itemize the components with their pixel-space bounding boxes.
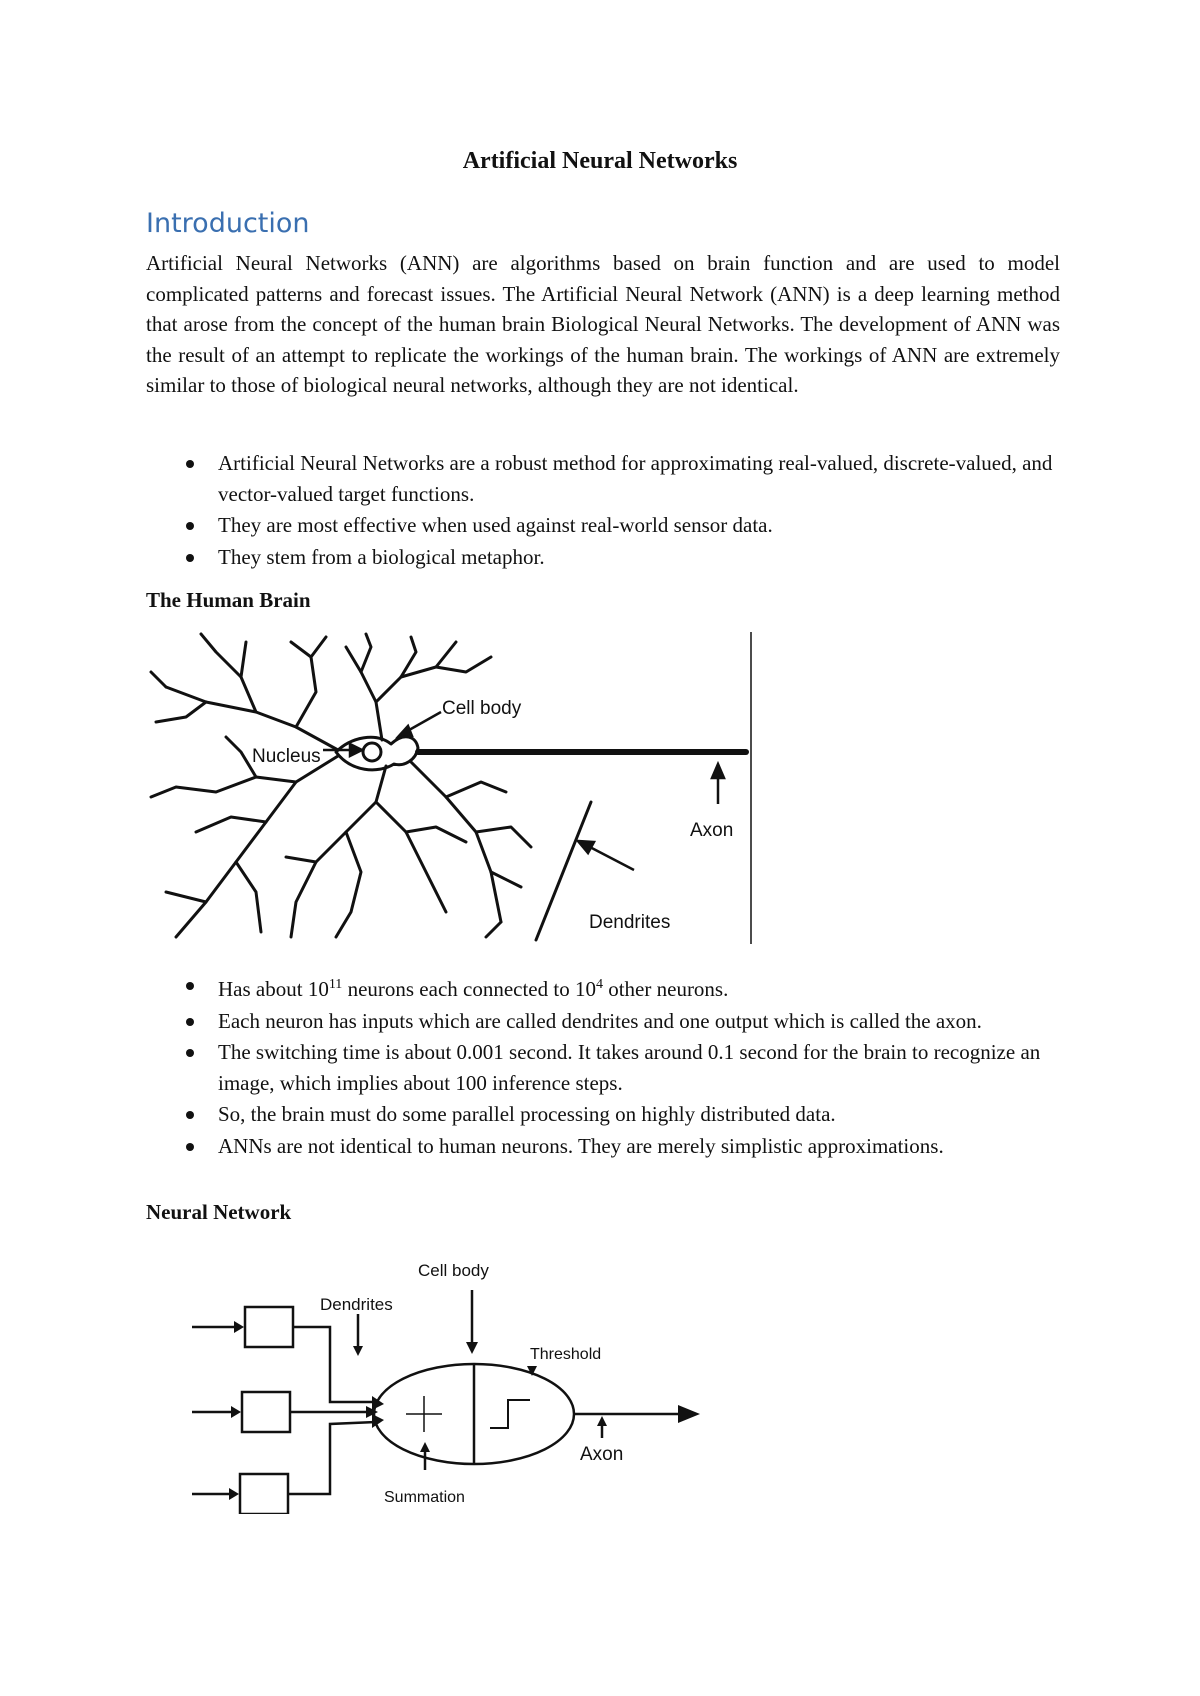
dendrite-branch [376, 637, 416, 702]
neuron-count-exponent: 11 [328, 977, 343, 992]
input-box [240, 1474, 288, 1514]
input-arrowhead [229, 1488, 239, 1500]
dendrite-branch [286, 857, 316, 862]
connection-text: neurons each connected to 10 [342, 977, 596, 1001]
dendrite-branch [491, 872, 521, 887]
cell-body-arrowhead [466, 1342, 478, 1354]
dendrite-branch [486, 922, 501, 937]
introduction-heading: Introduction [146, 208, 310, 239]
step-function-icon [490, 1400, 530, 1428]
list-item: Each neuron has inputs which are called dendrites and one output which is called the axon. [146, 1006, 1060, 1037]
human-brain-heading: The Human Brain [146, 588, 311, 612]
dendrite-branch [236, 862, 261, 932]
dendrite-branch [436, 657, 491, 672]
threshold-label: Threshold [530, 1346, 602, 1363]
dendrites-label: Dendrites [320, 1295, 393, 1314]
dendrite-branch [196, 817, 266, 832]
dendrite-branch [156, 702, 206, 722]
dendrites-arrow [586, 845, 634, 870]
cell-body-arrowhead [398, 726, 412, 737]
list-item: They are most effective when used against real-world sensor data. [146, 510, 1060, 541]
dendrite-branch [151, 777, 296, 797]
axon-label: Axon [690, 820, 734, 841]
summation-arrowhead [420, 1442, 430, 1452]
introduction-bullet-list [146, 448, 1060, 573]
neural-network-heading: Neural Network [146, 1200, 292, 1224]
human-brain-bullet-list [146, 970, 1060, 1162]
nucleus-shape [363, 743, 381, 761]
dendrite-branch [361, 634, 371, 672]
dendrite-branch [201, 634, 241, 677]
dendrites-label: Dendrites [589, 912, 671, 933]
document-title: Artificial Neural Networks [462, 148, 738, 174]
dendrite-branch [151, 672, 166, 687]
input-arrowhead [234, 1321, 244, 1333]
dendrite-branch [476, 827, 531, 847]
cell-body-shape [336, 737, 418, 770]
neuron-diagram [146, 632, 754, 944]
input-box [245, 1307, 293, 1347]
dendrite-branch [291, 766, 386, 937]
dendrite-branch [401, 642, 456, 677]
axon-arrowhead [712, 764, 724, 778]
dendrite-branch [291, 642, 311, 657]
dendrite-stroke [536, 802, 591, 940]
neuron-text-end: other neurons. [602, 977, 729, 1001]
dendrite-branch [376, 802, 446, 912]
output-arrowhead [678, 1405, 700, 1423]
cell-body-label: Cell body [442, 698, 522, 719]
axon-label: Axon [580, 1444, 624, 1465]
nucleus-label: Nucleus [252, 746, 321, 767]
dendrite-branch [406, 827, 466, 842]
list-item: Artificial Neural Networks are a robust method for approximating real-valued, discrete-valued, and vector-valued target functions. [146, 448, 1060, 509]
list-item [146, 970, 1060, 1005]
list-item: The switching time is about 0.001 second. It takes around 0.1 second for the brain to recognize an image, which implies about 100 inference steps. [146, 1037, 1060, 1098]
list-item: ANNs are not identical to human neurons. They are merely simplistic approximations. [146, 1131, 1060, 1162]
list-item: So, the brain must do some parallel processing on highly distributed data. [146, 1099, 1060, 1130]
neuron-count-text: Has about 10 [218, 977, 329, 1001]
dendrite-branch [446, 782, 506, 797]
dendrite-branch [336, 832, 361, 937]
dendrite-connection [288, 1422, 376, 1494]
artificial-neuron-diagram [190, 1252, 730, 1514]
input-box [242, 1392, 290, 1432]
summation-label: Summation [384, 1489, 465, 1506]
dendrites-arrowhead [578, 841, 594, 853]
axon-arrowhead [597, 1416, 607, 1426]
dendrite-branch [241, 642, 256, 712]
connection-exponent: 4 [595, 977, 603, 992]
input-arrowhead [231, 1406, 241, 1418]
dendrites-arrowhead [353, 1346, 363, 1356]
dendrite-connection [293, 1327, 376, 1402]
nucleus-arrowhead [350, 744, 362, 756]
dendrite-branch [166, 892, 206, 902]
introduction-paragraph: Artificial Neural Networks (ANN) are algorithms based on brain function and are used to model complicated patterns and forecast issues. The Artificial Neural Network (ANN) is a deep learning method that arose from the concept of the human brain Biological Neural Networks. The development of ANN was the result of an attempt to replicate the workings of the human brain. The workings of ANN are extremely similar to those of biological neural networks, although they are not identical. [146, 251, 1060, 397]
list-item: They stem from a biological metaphor. [146, 542, 1060, 573]
cell-body-label: Cell body [418, 1261, 489, 1280]
